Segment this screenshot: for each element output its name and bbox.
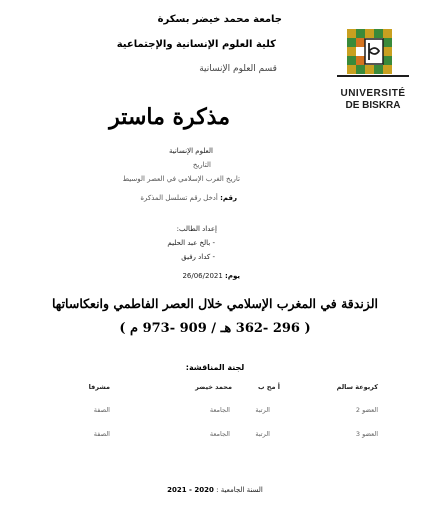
student-name-2: - كداد رفيق xyxy=(181,253,215,261)
biskra-emblem-icon xyxy=(335,27,411,87)
committee-row1-role: الصفة xyxy=(93,406,110,414)
serial-number xyxy=(140,194,237,202)
serial-value: أدخل رقم تسلسل المذكرة xyxy=(140,194,218,202)
committee-row1-university: الجامعة xyxy=(209,406,230,414)
committee-row1-member: العضو 2 xyxy=(355,406,378,414)
committee-title: لجنة المناقشة: xyxy=(185,363,245,372)
thesis-title-line2: ( 296 -362 هـ / 909 -973 م ) xyxy=(119,321,311,336)
committee-header-role: مشرفا xyxy=(88,383,110,391)
committee-header-university: محمد خيضر xyxy=(195,383,232,391)
committee-row2-rank: الرتبة xyxy=(255,430,270,438)
committee-row1-rank: الرتبة xyxy=(255,406,270,414)
university-logo xyxy=(335,27,411,117)
committee-header-member: كربوعة سالم xyxy=(336,383,378,391)
student-name-1: - بالخ عبد الحليم xyxy=(167,239,215,247)
defense-date xyxy=(182,272,240,280)
committee-row2-role: الصفة xyxy=(93,430,110,438)
specialty-label: تاريخ الغرب الإسلامي في العصر الوسيط xyxy=(122,175,240,183)
prepared-by-label: إعداد الطالب: xyxy=(176,225,217,233)
memo-title: مذكرة ماستر xyxy=(109,104,230,130)
department-name: قسم العلوم الإنسانية xyxy=(199,64,277,74)
logo-text-line1: UNIVERSITÉ xyxy=(340,88,406,99)
logo-text-line2: DE BISKRA xyxy=(345,100,401,111)
committee-row2-university: الجامعة xyxy=(209,430,230,438)
committee-header-rank: أ مح ب xyxy=(258,383,280,391)
faculty-name: كلية العلوم الإنسانية والإجتماعية xyxy=(116,39,276,50)
academic-year xyxy=(0,486,430,494)
academic-year-value: 2020 - 2021 xyxy=(167,486,214,494)
field-label: العلوم الإنسانية xyxy=(168,147,213,155)
thesis-title-line1: الزندقة في المغرب الإسلامي خلال العصر الفاطمي وانعكاساتها xyxy=(52,296,378,311)
academic-year-label: السنة الجامعية : xyxy=(216,486,263,494)
university-name: جامعة محمد خيضر بسكرة xyxy=(157,14,282,25)
committee-row2-member: العضو 3 xyxy=(355,430,378,438)
branch-label: التاريخ xyxy=(192,161,211,169)
serial-label: رقم: xyxy=(220,194,237,202)
date-value: 26/06/2021 xyxy=(182,272,223,280)
date-label: يوم: xyxy=(225,272,240,280)
